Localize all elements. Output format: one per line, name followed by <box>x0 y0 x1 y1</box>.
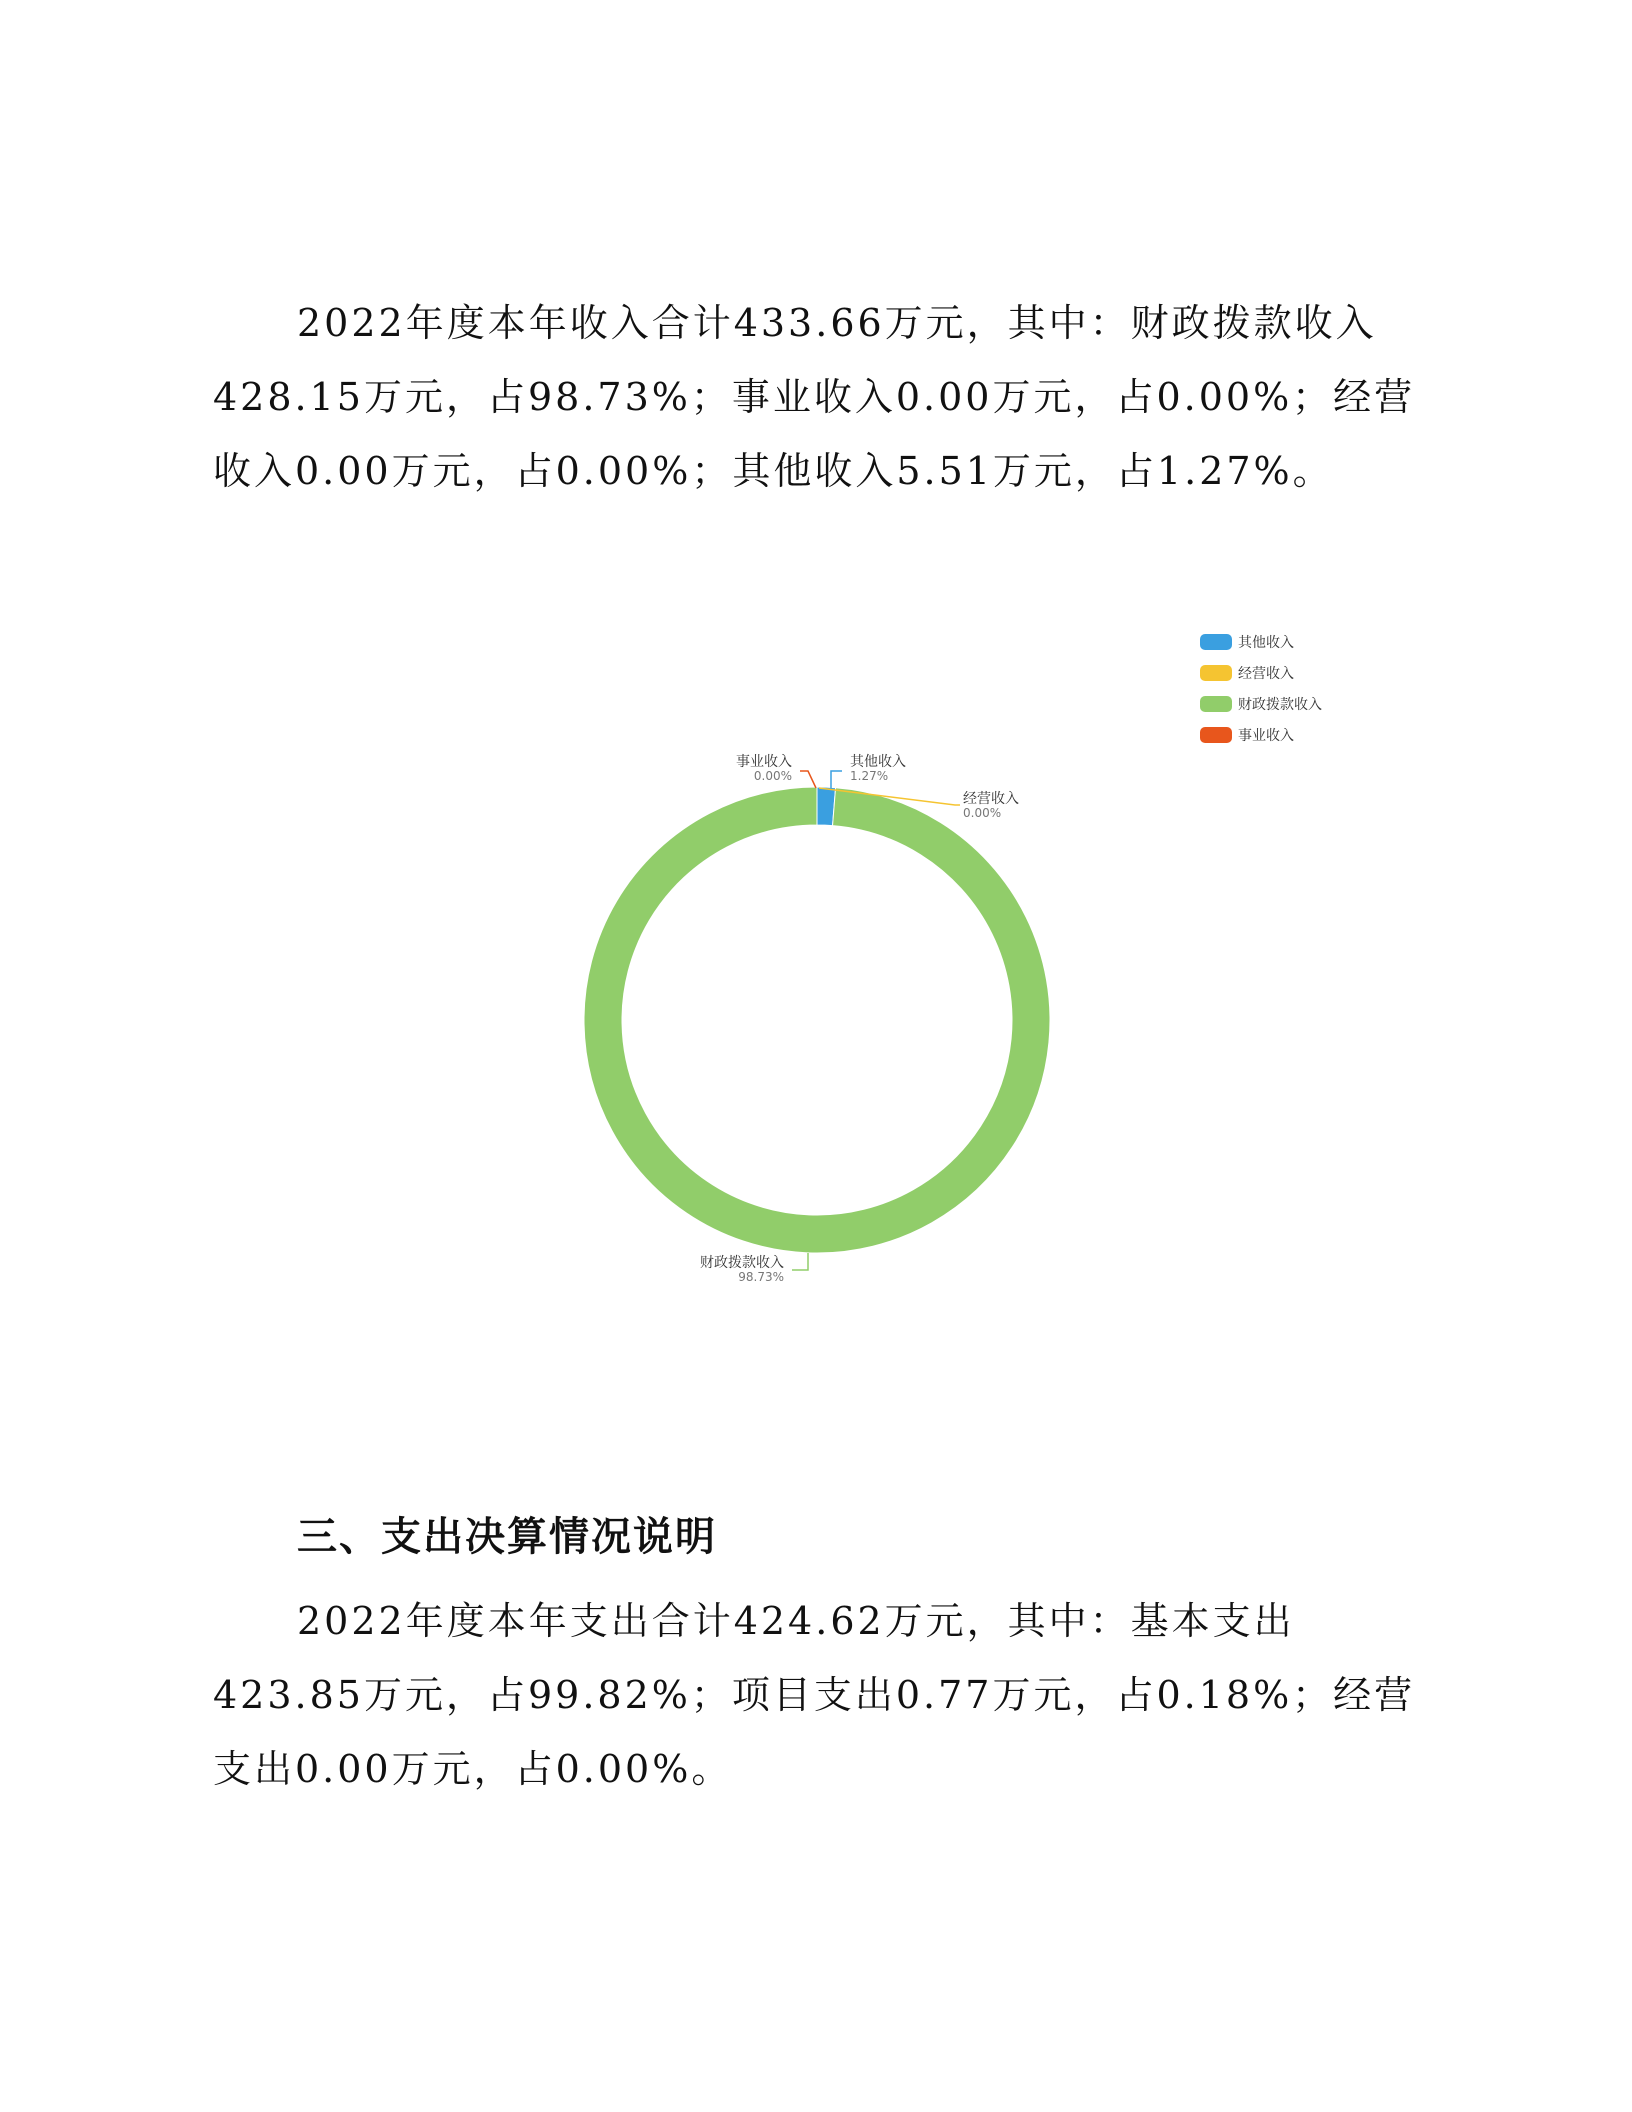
expense-paragraph: 2022年度本年支出合计424.62万元，其中：基本支出423.85万元，占99.82%；项目支出0.77万元，占0.18%；经营支出0.00万元，占0.00%。 <box>213 1599 1416 1791</box>
legend-swatch-operating-income[interactable] <box>1200 665 1232 681</box>
legend-swatch-business-income[interactable] <box>1200 727 1232 743</box>
legend-label-fiscal-appropriation[interactable]: 财政拨款收入 <box>1238 697 1322 713</box>
slice-percent-business-income: 0.00% <box>753 769 792 783</box>
leader-line-business-income <box>800 771 816 788</box>
donut-slices <box>584 787 1050 1253</box>
slice-fiscal-appropriation <box>584 787 1050 1253</box>
slice-percent-operating-income: 0.00% <box>963 806 1002 820</box>
income-donut-chart <box>560 620 1380 1320</box>
slice-label-operating-income: 经营收入 <box>963 791 1019 807</box>
legend-label-other-income[interactable]: 其他收入 <box>1238 635 1294 651</box>
section-heading: 三、支出决算情况说明 <box>297 1514 717 1560</box>
slice-percent-other-income: 1.27% <box>850 769 889 783</box>
slice-label-other-income: 其他收入 <box>850 754 906 770</box>
legend-swatch-other-income[interactable] <box>1200 634 1232 650</box>
income-paragraph: 2022年度本年收入合计433.66万元，其中：财政拨款收入428.15万元，占98.73%；事业收入0.00万元，占0.00%；经营收入0.00万元，占0.00%；其他收入5.51万元，占1.27%。 <box>213 301 1416 493</box>
legend-swatch-fiscal-appropriation[interactable] <box>1200 696 1232 712</box>
legend-label-business-income[interactable]: 事业收入 <box>1238 728 1294 744</box>
slice-percent-fiscal-appropriation: 98.73% <box>738 1270 784 1284</box>
slice-label-fiscal-appropriation: 财政拨款收入 <box>700 1255 784 1271</box>
legend-label-operating-income[interactable]: 经营收入 <box>1238 666 1294 682</box>
chart-legend <box>1200 634 1322 744</box>
slice-label-business-income: 事业收入 <box>736 754 792 770</box>
leader-line-fiscal-appropriation <box>792 1253 808 1270</box>
